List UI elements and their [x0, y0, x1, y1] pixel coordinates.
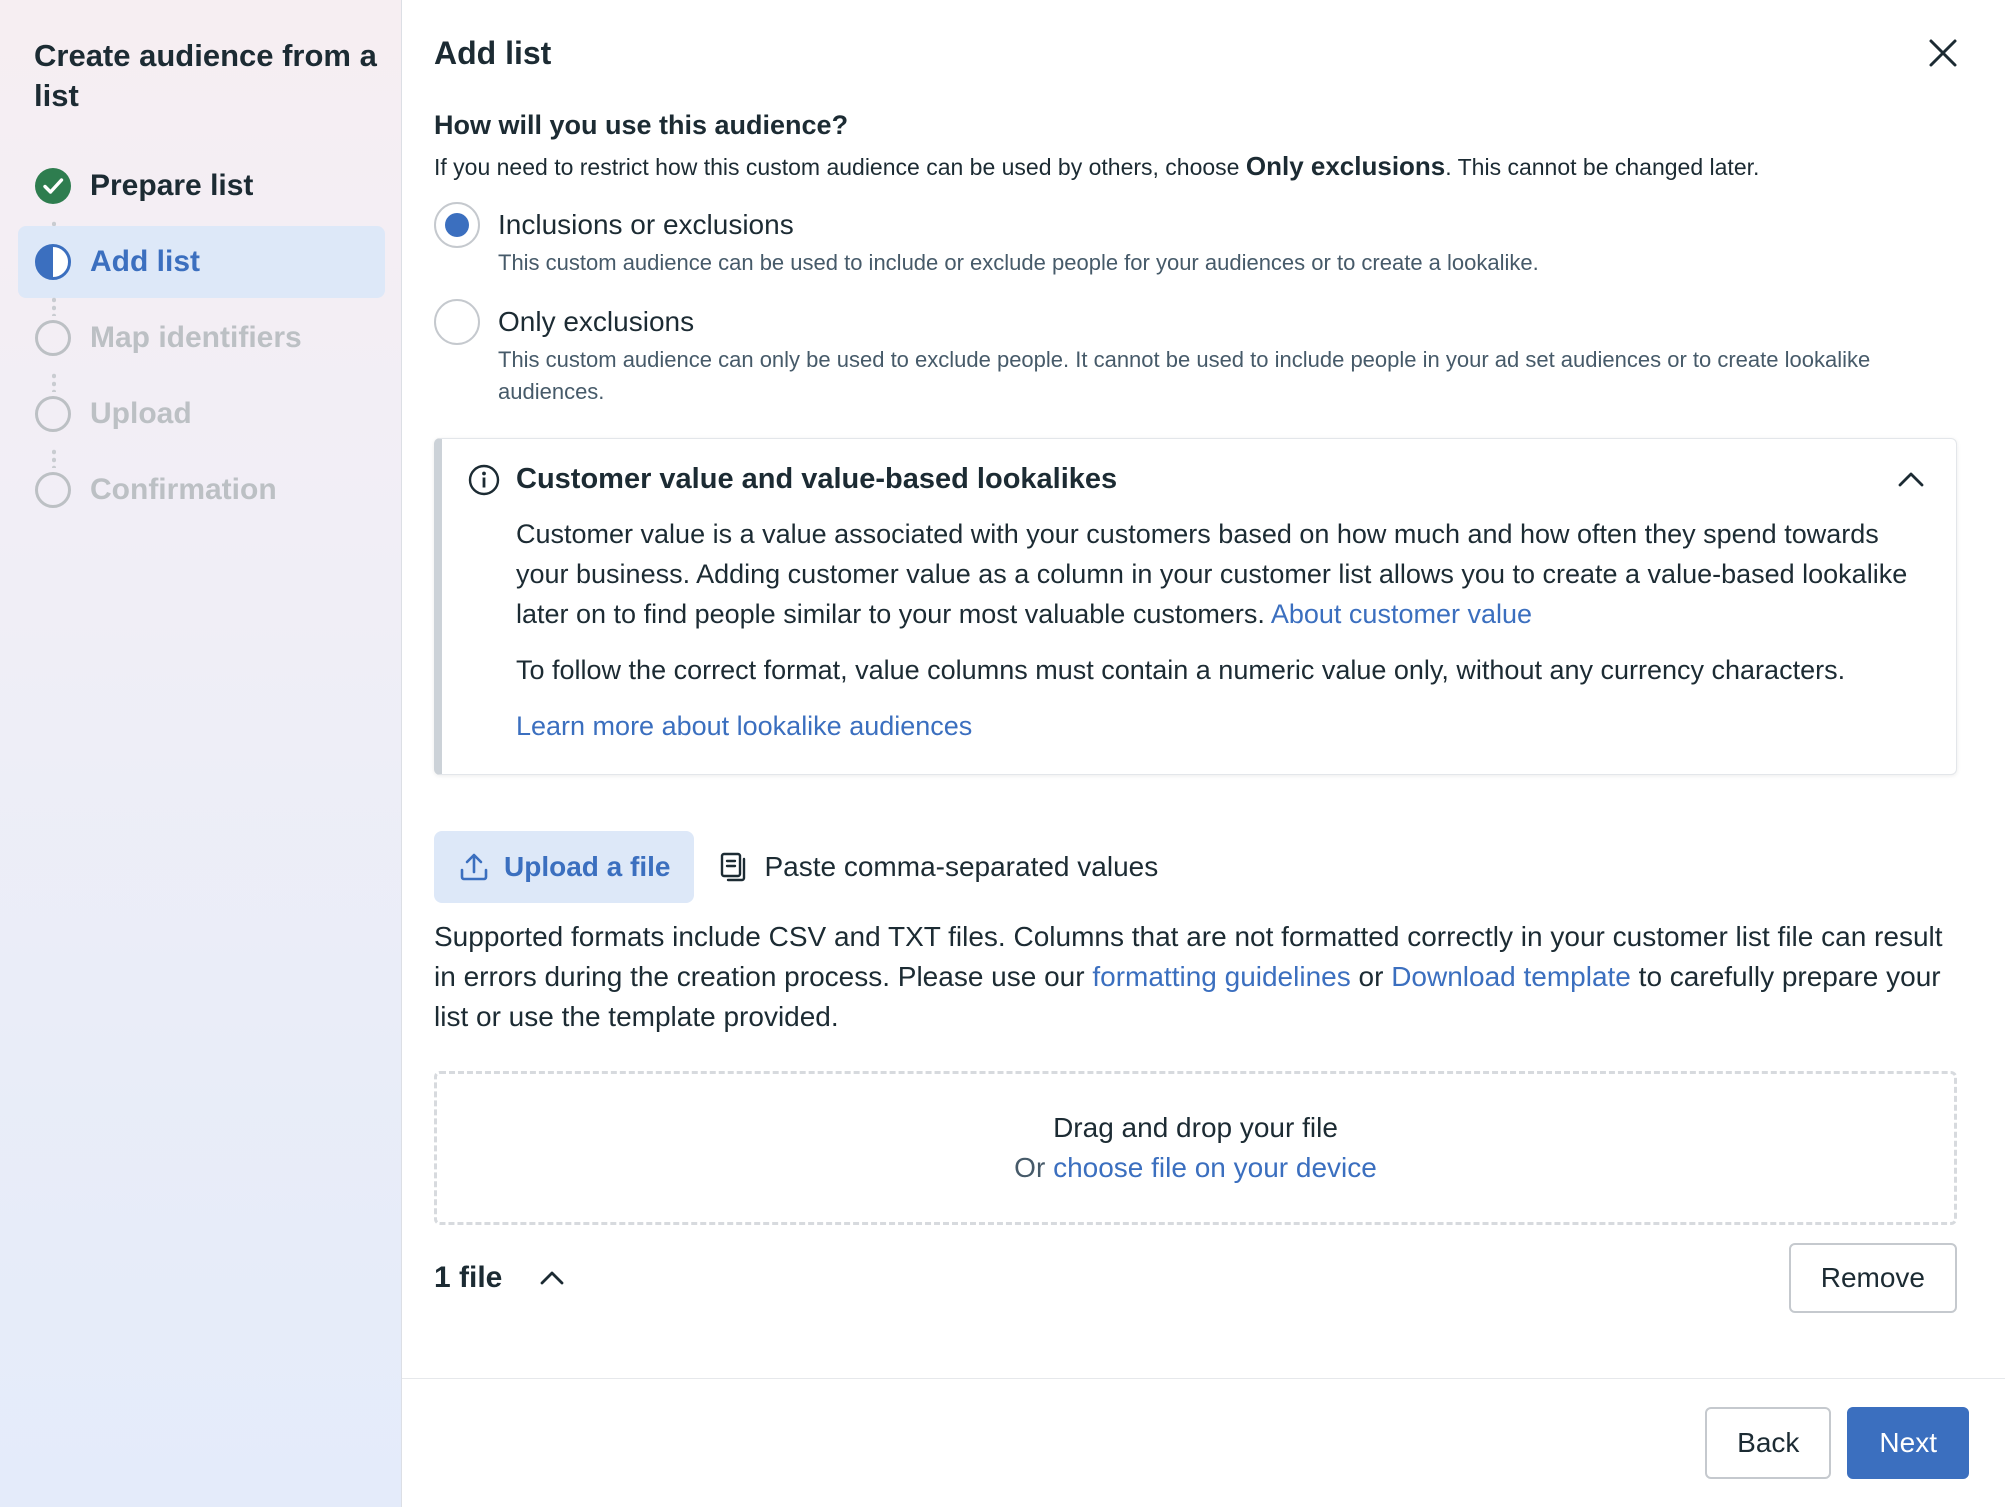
- customer-value-info-box: [434, 438, 1957, 775]
- dialog-footer: [402, 1378, 2005, 1507]
- step-label: Upload: [90, 397, 192, 430]
- radio-only-exclusions[interactable]: [434, 299, 480, 345]
- info-title: Customer value and value-based lookalikes: [516, 463, 1118, 495]
- back-button[interactable]: Back: [1705, 1407, 1831, 1479]
- step-list: [18, 150, 385, 526]
- check-circle-icon: [34, 167, 72, 205]
- paste-document-icon: [718, 851, 750, 883]
- option-label: Inclusions or exclusions: [498, 209, 794, 240]
- info-paragraph: Customer value is a value associated with your customers based on how much and how often they spend towards your business. Adding customer value as a column in your customer list allows you to create a value-based lookalike later on to find people similar to your most valuable customers. About customer value: [516, 519, 1908, 629]
- step-map-identifiers[interactable]: [18, 302, 385, 374]
- choose-file-link[interactable]: choose file on your device: [1053, 1152, 1377, 1183]
- half-circle-icon: [34, 243, 72, 281]
- file-summary-row: [434, 1243, 1957, 1313]
- empty-circle-icon: [34, 319, 72, 357]
- download-template-link[interactable]: Download template: [1391, 961, 1631, 992]
- option-description: This custom audience can only be used to exclude people. It cannot be used to include people in your ad set audiences or to create lookalike audiences.: [498, 347, 1871, 404]
- step-upload[interactable]: [18, 378, 385, 450]
- close-button[interactable]: [1921, 31, 1965, 75]
- upload-method-tabs: [434, 831, 1957, 903]
- usage-question: How will you use this audience?: [434, 110, 849, 140]
- step-label: Confirmation: [90, 473, 277, 506]
- step-label: Add list: [90, 245, 200, 278]
- dialog-header: [434, 0, 1957, 106]
- step-prepare-list[interactable]: [18, 150, 385, 222]
- step-label: Map identifiers: [90, 321, 302, 354]
- formatting-guidelines-link[interactable]: formatting guidelines: [1092, 961, 1351, 992]
- sidebar: [0, 0, 402, 1507]
- sidebar-title: Create audience from a list: [34, 38, 377, 113]
- tab-upload-file[interactable]: Upload a file: [434, 831, 694, 903]
- empty-circle-icon: [34, 471, 72, 509]
- option-description: This custom audience can be used to include or exclude people for your audiences or to create a lookalike.: [498, 250, 1539, 275]
- info-paragraph: To follow the correct format, value columns must contain a numeric value only, without any currency characters.: [516, 655, 1846, 685]
- file-count: 1 file: [434, 1261, 503, 1294]
- next-button[interactable]: Next: [1847, 1407, 1969, 1479]
- collapse-chevron-up-icon[interactable]: [1896, 465, 1926, 495]
- info-icon: [468, 464, 500, 496]
- radio-inclusions-exclusions[interactable]: [434, 202, 480, 248]
- option-inclusions-exclusions[interactable]: [434, 202, 1957, 279]
- remove-button[interactable]: Remove: [1789, 1243, 1957, 1313]
- option-only-exclusions[interactable]: [434, 299, 1957, 408]
- usage-description: If you need to restrict how this custom audience can be used by others, choose Only exclusions. This cannot be changed later.: [434, 151, 1760, 181]
- empty-circle-icon: [34, 395, 72, 433]
- tab-paste-values[interactable]: Paste comma-separated values: [694, 831, 1182, 903]
- about-customer-value-link[interactable]: About customer value: [1270, 599, 1533, 629]
- option-label: Only exclusions: [498, 306, 695, 337]
- step-label: Prepare list: [90, 169, 254, 202]
- page-title: Add list: [434, 34, 552, 71]
- step-add-list[interactable]: [18, 226, 385, 298]
- main-panel: [402, 0, 2005, 1507]
- close-icon: [1928, 38, 1958, 68]
- learn-more-lookalike-link[interactable]: Learn more about lookalike audiences: [516, 711, 973, 741]
- step-confirmation[interactable]: [18, 454, 385, 526]
- upload-icon: [458, 851, 490, 883]
- chevron-up-icon[interactable]: [538, 1264, 566, 1292]
- dropzone-title: Drag and drop your file: [1053, 1112, 1338, 1143]
- file-dropzone[interactable]: Drag and drop your file Or choose file on your device: [434, 1071, 1957, 1225]
- supported-formats-text: Supported formats include CSV and TXT files. Columns that are not formatted correctly in your customer list file can result in errors during the creation process. Please use our formatting guidelines or Download template to carefully prepare your list or use the template provided.: [434, 921, 1943, 1032]
